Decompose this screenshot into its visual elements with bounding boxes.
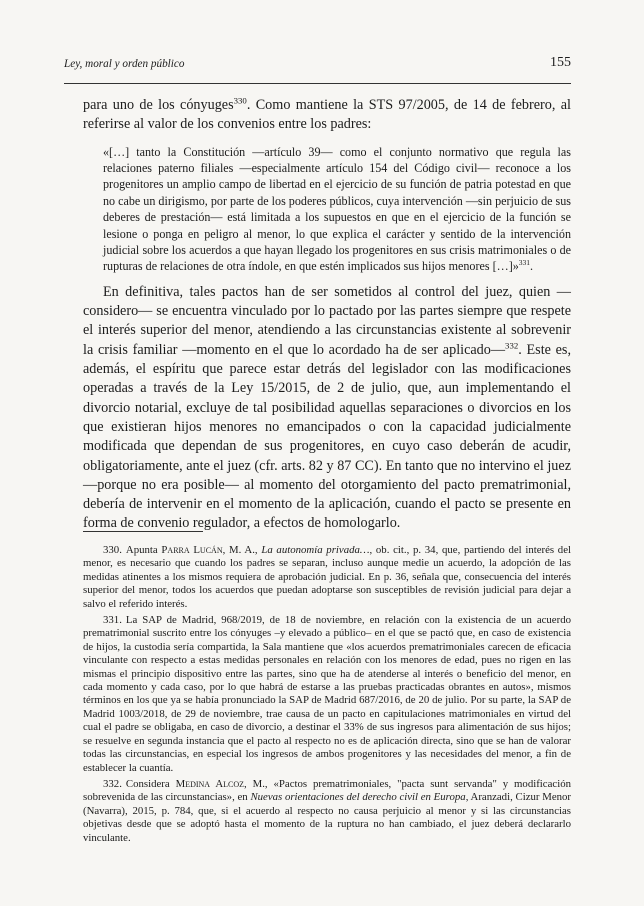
footnote-332: 332. Considera Medina Alcoz, M., «Pactos prematrimoniales, "pacta sunt servanda" y modificación sobrevenida de las circunstancias», en Nuevas orientaciones del derecho civil en Europa, Aranzadi, Cizur Menor (Navarra), 2015, p. 784, que, si el acuerdo al respecto no causa perjuicio al menor y si las circunstancias objetivas desde que se adoptó hasta el momento de la ruptura no han cambiado, el juez deberá declararlo vinculante. [83,777,572,844]
footnote-331: 331. La SAP de Madrid, 968/2019, de 18 de noviembre, en relación con la existencia de un acuerdo prematrimonial suscrito entre los cónyuges –y elevado a público– en el que se pactó que, en caso de existencia de hijos, la custodia sería compartida, la Sala mantiene que «los acuerdos prematrimoniales carecen de eficacia vinculante con respecto a estas medidas personales en relación con los menores de edad, pues no rigen en las mismas el principio dispositivo entre las partes, sino que ha de atenderse al interés o beneficio del menor, en cada momento y cada caso, por lo que habrá de estarse a las pruebas practicadas obrantes en autos», mismos términos en los que ya se había pronunciado la SAP de Madrid 687/2016, de 20 de julio. Por su parte, la SAP de Madrid 1003/2018, de 29 de noviembre, trae causa de un pacto en capitulaciones matrimoniales en virtud del cual el padre se obligaba, en caso de divorcio, a destinar el 33% de sus ingresos para alimentación de sus hijos; se resuelve en segunda instancia que el pacto al respecto no es de aplicación directa, sino que se han de valorar todas las circunstancias, en especial los ingresos de ambos progenitores y las necesidades del menor, a fin de establecer la cuantía. [83,614,571,774]
paragraph-1: para uno de los cónyuges$^{330}$. Como mantiene la STS 97/2005, de 14 de febrero, al referirse al valor de los convenios entre los padres: [83,95,571,133]
page-number: 155 [550,55,571,70]
footnotes [83,544,571,848]
footnote-330: 330. Apunta Parra Lucán, M. A., La autonomía privada…, ob. cit., p. 34, que, partiendo del interés del menor, es necesario que cuando los padres se separan, incluso aunque medie un acuerdo, la adopción de las medidas atinentes a los mismos requiera de aprobación judicial. En p. 36, señala que, consecuencia del interés superior del menor, todos los acuerdos que puedan adoptarse son susceptibles de revisión judicial para dejar a salvo el referido interés. [83,544,572,610]
paragraph-2: En definitiva, tales pactos han de ser sometidos al control del juez, quien —considero— se encuentra vinculado por lo pactado por las partes siempre que respete el interés superior del menor, atendiendo a las circunstancias existente al sobrevenir la crisis familiar —momento en el que lo acordado ha de ser aplicado—$^{332}$. Este es, además, el espíritu que parece estar detrás del legislador con las modificaciones operadas a través de la Ley 15/2015, de 2 de julio, que, aun implementando el divorcio notarial, excluye de tal posibilidad aquellas separaciones o divorcios en los que existieran hijos menores no emancipados o con la capacidad judicialmente modificada que dependan de sus progenitores, en cuyo caso deberán de acudir, obligatoriamente, ante el juez (cfr. arts. 82 y 87 CC). En tanto que no intervino el juez —porque no era posible— al momento del otorgamiento del pacto prematrimonial, debería de intervenir en el momento de la aplicación, cuando el pacto se presente en forma de convenio regulador, a efectos de homologarlo. [83,283,571,532]
footnote-author: Parra Lucán, M. A. [161,544,255,556]
main-text [83,96,571,534]
footnote-rule [83,531,203,532]
footnote-ref-330[interactable]: 330 [233,95,247,106]
footnote-author: Medina Alcoz, M. [175,777,265,790]
header-rule [64,83,571,84]
footnote-title: La autonomía privada… [261,544,370,556]
footnote-ref-331[interactable]: 331 [518,258,531,268]
page-header [64,55,571,75]
running-head: Ley, moral y orden público [64,58,185,70]
block-quote: «[…] tanto la Constitución —artículo 39— como el conjunto normativo que regula las relaciones paterno filiales —especialmente artículo 154 del Código civil— reconoce a los progenitores un amplio campo de libertad en el ejercicio de su función de patria potestad en que no cabe un dirigismo, por parte de los poderes públicos, cuya intervención —sin perjuicio de sus deberes de prestación— está limitada a los supuestos en que en el ejercicio de la función se lesione o ponga en peligro al menor, lo que explica el carácter y sentido de la intervención judicial sobre los acuerdos a que hayan llegado los progenitores en sus crisis matrimoniales o de rupturas de relaciones de otra índole, en que estén implicados sus hijos menores […]»$^{331}$. [103,144,571,274]
footnote-title: Nuevas orientaciones del derecho civil en Europa [250,791,466,804]
footnote-ref-332[interactable]: 332 [505,340,519,350]
